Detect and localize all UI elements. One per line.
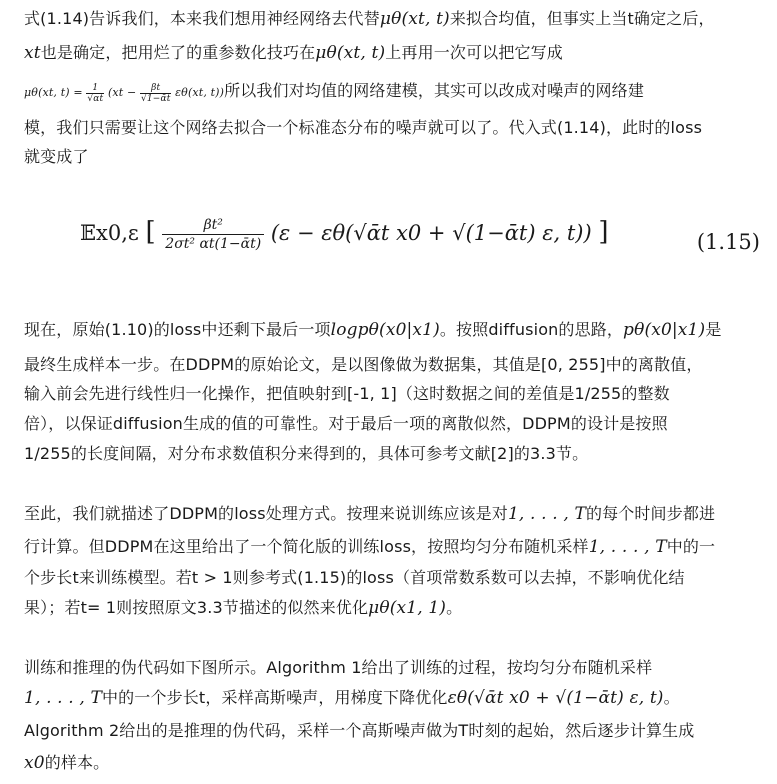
- p2-line-2: 最终生成样本一步。在DDPM的原始论文，是以图像做为数据集，其值是[0, 255]中的离散值，: [24, 355, 703, 374]
- text: 上再用一次可以把它写成: [385, 43, 563, 62]
- p2-line-3: 输入前会先进行线性归一化操作，把值映射到[-1, 1]（这时数据之间的差值是1/255的整数: [24, 384, 670, 403]
- equation-rhs: (ε − εθ(√ᾱt x0 + √(1−ᾱt) ε, t)): [270, 221, 592, 245]
- expectation-symbol: 𝔼x0,ε: [80, 221, 139, 245]
- equation-1-15: 𝔼x0,ε [ $\frac{\text{βt²}}{\text{2σt² αt(1−ᾱt)}}$ (ε − εθ(√ᾱt x0 + √(1−ᾱt) ε, t)) ] (1.15): [80, 217, 760, 254]
- p2-line-5: 1/255的长度间隔，对分布求数值积分来得到的，具体可参考文献[2]的3.3节。: [24, 444, 589, 463]
- math-range: 1, . . . , T: [588, 537, 667, 557]
- math-mu-theta: μθ(xt, t): [379, 9, 450, 29]
- math-log-p: logpθ(x0|x1): [330, 320, 440, 340]
- math-reparam-formula: μθ(xt, t) = $\frac{1}{√\alpha t}$ (xt − $\frac{\beta t}{\text{√1−ᾱt}}$ εθ(xt, t)): [24, 82, 225, 104]
- p1-line-2: [24, 42, 563, 64]
- p1-line-4: 模，我们只需要让这个网络去拟合一个标准态分布的噪声就可以了。代入式(1.14)，此时的loss: [24, 118, 703, 137]
- math-p-theta: pθ(x0|x1): [623, 320, 706, 340]
- text: 也是确定，把用烂了的重参数化技巧在: [40, 43, 316, 62]
- math-epsilon-theta: εθ(√ᾱt x0 + √(1−ᾱt) ε, t): [447, 688, 664, 708]
- text: 来拟合均值，但事实上当t确定之后，: [449, 9, 715, 28]
- p1-line-1: [24, 8, 715, 30]
- p4-line-1: 训练和推理的伪代码如下图所示。Algorithm 1给出了训练的过程，按均匀分布随机采样: [24, 658, 653, 677]
- text: 所以我们对均值的网络建模，其实可以改成对噪声的网络建: [224, 81, 644, 100]
- p3-line-4: 果）；若t= 1则按照原文3.3节描述的似然来优化μθ(x1, 1)。: [24, 598, 463, 618]
- math-xt: xt: [24, 43, 41, 63]
- math-x0: x0: [24, 753, 45, 773]
- p3-line-3: 个步长t来训练模型。若t > 1则参考式(1.15)的loss（首项常数系数可以去掉，不影响优化结: [24, 568, 685, 587]
- p3-line-1: 至此，我们就描述了DDPM的loss处理方式。按理来说训练应该是对1, . . . , T的每个时间步都进: [24, 504, 716, 524]
- p4-line-2: 1, . . . , T中的一个步长t，采样高斯噪声，用梯度下降优化εθ(√ᾱt x0 + √(1−ᾱt) ε, t)。: [24, 688, 680, 708]
- p1-line-3: [24, 80, 644, 104]
- math-range: 1, . . . , T: [507, 504, 586, 524]
- math-range: 1, . . . , T: [24, 688, 102, 708]
- text: 式(1.14)告诉我们，本来我们想用神经网络去代替: [24, 9, 380, 28]
- math-mu-x1: μθ(x1, 1): [368, 598, 447, 618]
- p2-line-1: 现在，原始(1.10)的loss中还剩下最后一项logpθ(x0|x1)。按照diffusion的思路，pθ(x0|x1)是: [24, 320, 722, 340]
- equation-number: (1.15): [696, 230, 760, 254]
- p1-line-5: 就变成了: [24, 147, 89, 166]
- p3-line-2: 行计算。但DDPM在这里给出了一个简化版的训练loss，按照均匀分布随机采样1, . . . , T中的一: [24, 537, 716, 557]
- p4-line-4: x0的样本。: [24, 753, 110, 773]
- p2-line-4: 倍），以保证diffusion生成的值的可靠性。对于最后一项的离散似然，DDPM的设计是按照: [24, 414, 668, 433]
- equation-fraction: $\frac{\text{βt²}}{\text{2σt² αt(1−ᾱt)}}$: [162, 216, 264, 253]
- p4-line-3: Algorithm 2给出的是推理的伪代码，采样一个高斯噪声做为T时刻的起始，然后逐步计算生成: [24, 721, 695, 740]
- math-mu-theta: μθ(xt, t): [315, 43, 386, 63]
